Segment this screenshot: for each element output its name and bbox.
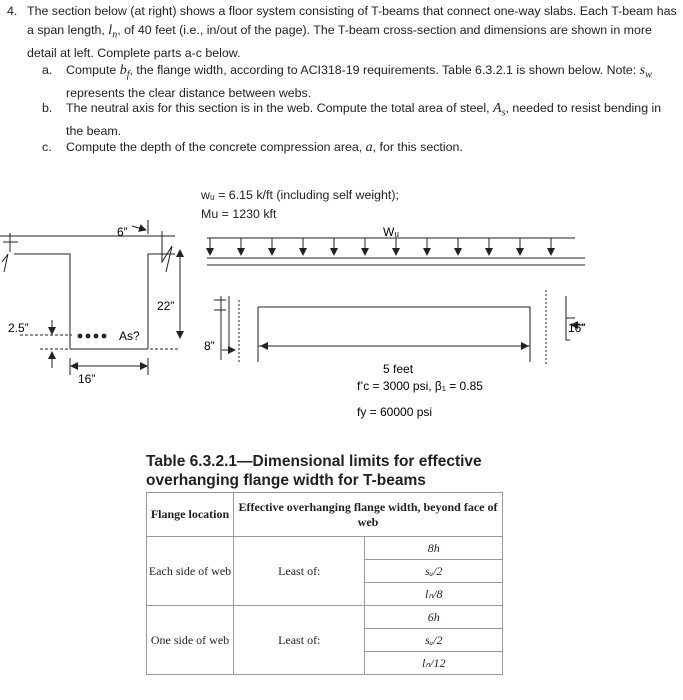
row-qualifier: Least of: — [234, 606, 365, 675]
limit-value: sᵤ/2 — [365, 560, 503, 583]
rebar-dot — [86, 334, 91, 339]
concrete-strength: f’c = 3000 psi, β₁ = 0.85 — [357, 379, 483, 393]
rebar-dot — [94, 334, 99, 339]
dim-depth-label: 22” — [157, 299, 175, 313]
dim-right-label: 16” — [568, 321, 586, 335]
steel-yield: fy = 60000 psi — [357, 405, 433, 419]
rebar-dot — [102, 334, 107, 339]
dim-web-width-label: 16” — [78, 372, 96, 386]
header-effective-width: Effective overhanging flange width, beyond face of web — [234, 493, 503, 537]
dim-web-top-label: 6” — [117, 225, 128, 239]
flange-width-table — [146, 492, 503, 675]
table-header-row — [147, 493, 503, 537]
slab-diagram — [207, 238, 585, 365]
left-break — [214, 300, 226, 310]
table-row — [147, 606, 503, 629]
right-break-zigzag — [162, 231, 172, 272]
header-flange-location: Flange location — [147, 493, 234, 537]
problem-intro: The section below (at right) shows a floor system consisting of T-beams that connect one-way slabs. Each T-beam has a span length, $l_n$, of 40 feet (i.e., in/out of the page). The T-beam cross-section and dimensions are shown in more detail at left. Complete parts a-c below. — [27, 4, 677, 61]
moment-mu: Mu = 1230 kft — [201, 207, 277, 221]
slab-section-outline — [258, 307, 530, 362]
t-beam-cross-section — [0, 220, 180, 375]
dim-thickness-label: 8” — [204, 339, 215, 353]
load-label: Wᵤ — [383, 225, 399, 239]
limit-value: 6h — [365, 606, 503, 629]
problem-number: 4. — [7, 4, 18, 18]
rebar-dot — [78, 334, 83, 339]
dim-cover-label: 2.5” — [8, 321, 29, 335]
limit-value: lₙ/8 — [365, 583, 503, 606]
table-title: Table 6.3.2.1—Dimensional limits for effective overhanging flange width for T-beams — [146, 453, 482, 489]
span-label: 5 feet — [383, 362, 414, 376]
limit-value: sᵤ/2 — [365, 629, 503, 652]
limit-value: lₙ/12 — [365, 652, 503, 675]
left-break-zigzag — [2, 254, 8, 272]
limit-value: 8h — [365, 537, 503, 560]
table-row — [147, 537, 503, 560]
row-qualifier: Least of: — [234, 537, 365, 606]
load-wu: wᵤ = 6.15 k/ft (including self weight); — [201, 188, 399, 202]
rebar-dots — [78, 334, 107, 339]
row-location: Each side of web — [147, 537, 234, 606]
row-location: One side of web — [147, 606, 234, 675]
steel-area-label: As? — [119, 329, 140, 343]
dim-6-arrow — [132, 226, 146, 230]
load-arrows — [210, 238, 551, 255]
